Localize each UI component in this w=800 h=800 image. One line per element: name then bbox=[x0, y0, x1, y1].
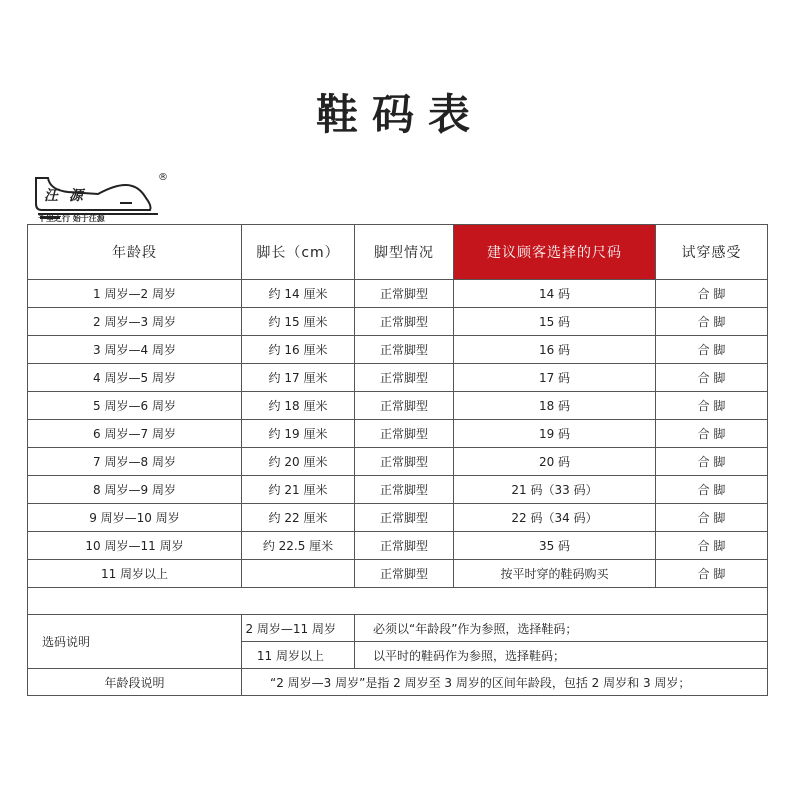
cell-foot-length: 约 22 厘米 bbox=[242, 504, 355, 532]
cell-fit: 合 脚 bbox=[656, 560, 768, 588]
cell-fit: 合 脚 bbox=[656, 420, 768, 448]
cell-size: 15 码 bbox=[454, 308, 656, 336]
cell-size: 17 码 bbox=[454, 364, 656, 392]
cell-foot-length: 约 15 厘米 bbox=[242, 308, 355, 336]
cell-size: 22 码（34 码） bbox=[454, 504, 656, 532]
header-age: 年龄段 bbox=[28, 225, 242, 280]
cell-size: 16 码 bbox=[454, 336, 656, 364]
cell-size: 35 码 bbox=[454, 532, 656, 560]
cell-age: 1 周岁—2 周岁 bbox=[28, 280, 242, 308]
cell-age: 2 周岁—3 周岁 bbox=[28, 308, 242, 336]
header-recommended-size: 建议顾客选择的尺码 bbox=[454, 225, 656, 280]
cell-foot-length: 约 16 厘米 bbox=[242, 336, 355, 364]
selection-range: 11 周岁以上 bbox=[242, 642, 355, 669]
table-row bbox=[28, 420, 768, 448]
table-row bbox=[28, 308, 768, 336]
table-row bbox=[28, 364, 768, 392]
cell-size: 18 码 bbox=[454, 392, 656, 420]
cell-size: 21 码（33 码） bbox=[454, 476, 656, 504]
header-foot-type: 脚型情况 bbox=[355, 225, 454, 280]
table-row bbox=[28, 560, 768, 588]
selection-text: 以平时的鞋码作为参照，选择鞋码； bbox=[355, 642, 768, 669]
table-row bbox=[28, 280, 768, 308]
cell-age: 11 周岁以上 bbox=[28, 560, 242, 588]
cell-foot-type: 正常脚型 bbox=[355, 364, 454, 392]
cell-foot-length: 约 18 厘米 bbox=[242, 392, 355, 420]
cell-fit: 合 脚 bbox=[656, 308, 768, 336]
table-row bbox=[28, 336, 768, 364]
cell-age: 7 周岁—8 周岁 bbox=[28, 448, 242, 476]
table-row bbox=[28, 532, 768, 560]
cell-foot-length: 约 22.5 厘米 bbox=[242, 532, 355, 560]
cell-foot-type: 正常脚型 bbox=[355, 308, 454, 336]
cell-foot-type: 正常脚型 bbox=[355, 476, 454, 504]
cell-foot-type: 正常脚型 bbox=[355, 280, 454, 308]
cell-foot-length: 约 19 厘米 bbox=[242, 420, 355, 448]
table-header-row bbox=[28, 225, 768, 280]
cell-foot-type: 正常脚型 bbox=[355, 336, 454, 364]
cell-size: 20 码 bbox=[454, 448, 656, 476]
cell-foot-length: 约 14 厘米 bbox=[242, 280, 355, 308]
cell-fit: 合 脚 bbox=[656, 476, 768, 504]
cell-foot-type: 正常脚型 bbox=[355, 448, 454, 476]
registered-mark: ® bbox=[158, 172, 168, 183]
blank-row bbox=[28, 588, 768, 615]
brand-logo bbox=[28, 172, 168, 224]
cell-foot-type: 正常脚型 bbox=[355, 504, 454, 532]
cell-foot-length: 约 17 厘米 bbox=[242, 364, 355, 392]
table-row bbox=[28, 448, 768, 476]
cell-fit: 合 脚 bbox=[656, 532, 768, 560]
cell-size: 14 码 bbox=[454, 280, 656, 308]
cell-fit: 合 脚 bbox=[656, 280, 768, 308]
cell-fit: 合 脚 bbox=[656, 504, 768, 532]
cell-foot-type: 正常脚型 bbox=[355, 532, 454, 560]
logo-slogan: 千里之行 始于汪源 bbox=[38, 214, 105, 223]
header-fit-feeling: 试穿感受 bbox=[656, 225, 768, 280]
cell-size: 按平时穿的鞋码购买 bbox=[454, 560, 656, 588]
selection-note-row bbox=[28, 615, 768, 642]
cell-fit: 合 脚 bbox=[656, 364, 768, 392]
table-row bbox=[28, 476, 768, 504]
cell-foot-type: 正常脚型 bbox=[355, 560, 454, 588]
cell-age: 10 周岁—11 周岁 bbox=[28, 532, 242, 560]
age-note-text: “2 周岁—3 周岁”是指 2 周岁至 3 周岁的区间年龄段，包括 2 周岁和 3 周岁； bbox=[242, 669, 768, 696]
cell-age: 4 周岁—5 周岁 bbox=[28, 364, 242, 392]
age-note-label: 年龄段说明 bbox=[28, 669, 242, 696]
cell-size: 19 码 bbox=[454, 420, 656, 448]
header-foot-length: 脚长（cm） bbox=[242, 225, 355, 280]
cell-age: 9 周岁—10 周岁 bbox=[28, 504, 242, 532]
cell-age: 6 周岁—7 周岁 bbox=[28, 420, 242, 448]
cell-age: 5 周岁—6 周岁 bbox=[28, 392, 242, 420]
cell-foot-type: 正常脚型 bbox=[355, 392, 454, 420]
logo-brand-text: 汪 源 bbox=[44, 188, 86, 204]
table-row bbox=[28, 392, 768, 420]
cell-fit: 合 脚 bbox=[656, 336, 768, 364]
selection-text: 必须以“年龄段”作为参照，选择鞋码； bbox=[355, 615, 768, 642]
table-row bbox=[28, 504, 768, 532]
age-note-row bbox=[28, 669, 768, 696]
page-title: 鞋码表 bbox=[315, 90, 484, 139]
cell-foot-length: 约 21 厘米 bbox=[242, 476, 355, 504]
selection-label: 选码说明 bbox=[28, 615, 242, 669]
size-chart-table bbox=[27, 224, 768, 696]
cell-foot-type: 正常脚型 bbox=[355, 420, 454, 448]
cell-age: 8 周岁—9 周岁 bbox=[28, 476, 242, 504]
cell-foot-length bbox=[242, 560, 355, 588]
blank-cell bbox=[28, 588, 768, 615]
cell-foot-length: 约 20 厘米 bbox=[242, 448, 355, 476]
cell-age: 3 周岁—4 周岁 bbox=[28, 336, 242, 364]
cell-fit: 合 脚 bbox=[656, 448, 768, 476]
cell-fit: 合 脚 bbox=[656, 392, 768, 420]
selection-range: 2 周岁—11 周岁 bbox=[242, 615, 355, 642]
